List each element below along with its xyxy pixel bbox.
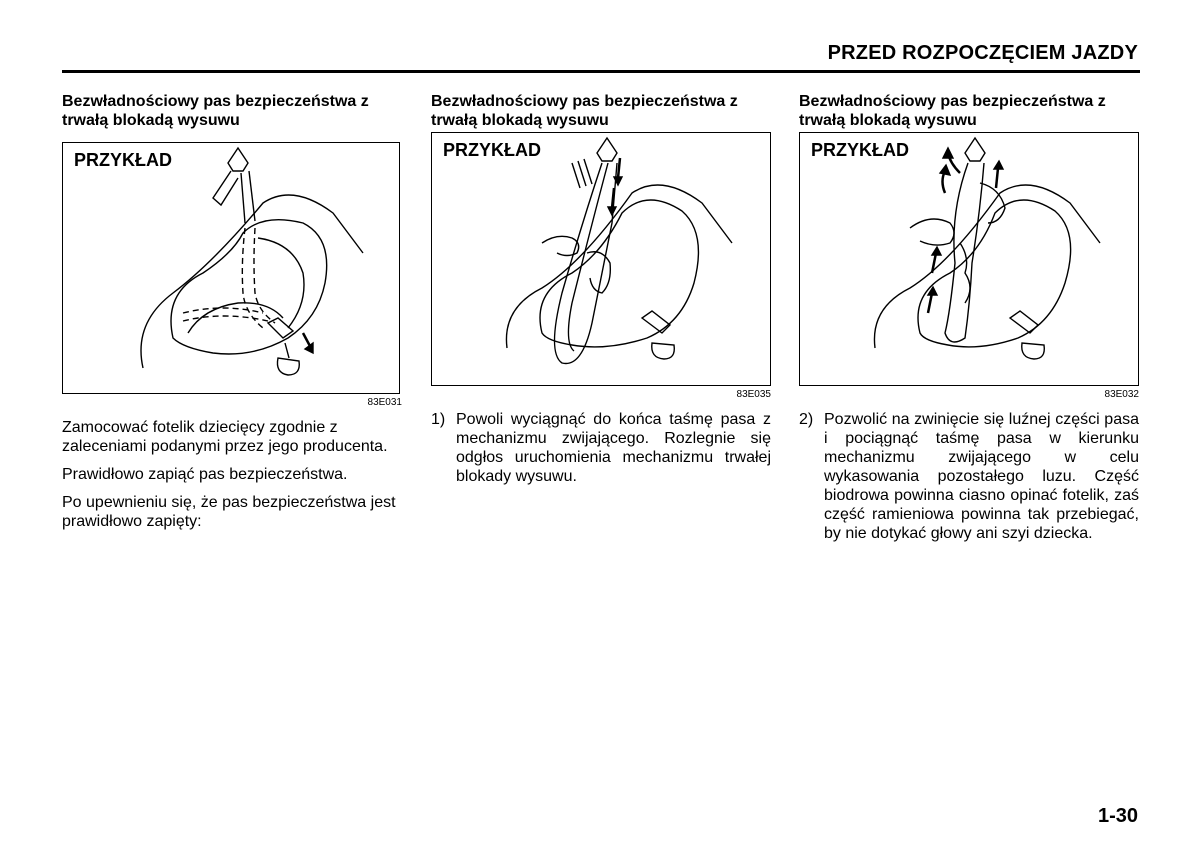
instruction-step [431, 410, 771, 486]
paragraph: Zamocować fotelik dziecięcy zgodnie z zaleceniami podanymi przez jego producenta. [62, 419, 388, 455]
figure-code: 83E031 [367, 397, 402, 408]
figure-label: PRZYKŁAD [74, 150, 172, 170]
child-seat-drawing [63, 143, 399, 393]
figure-label: PRZYKŁAD [443, 140, 541, 160]
illustration-pull-belt-out [431, 132, 771, 386]
header-rule [62, 70, 1140, 73]
illustration-seat-belt-buckled [62, 142, 400, 394]
pull-belt-drawing [432, 133, 770, 385]
step-text: Pozwolić na zwinięcie się luźnej części pasa i pociągnąć taśmę pasa w kierunku mechanizmu zwijającego w celu wykasowania pozostałego luzu. Część biodrowa powinna ciasno opinać fotelik, zaś część ramieniowa powinna tak przebiegać, by nie dotykać głowy ani szyi dziecka. [824, 411, 1139, 542]
page-header-title: PRZED ROZPOCZĘCIEM JAZDY [827, 42, 1138, 64]
instruction-step [799, 410, 1139, 543]
page-number: 1-30 [1097, 805, 1138, 827]
paragraph: Po upewnieniu się, że pas bezpieczeństwa jest prawidłowo zapięty: [62, 494, 396, 530]
step-number: 1) [431, 411, 446, 428]
column-3 [799, 92, 1139, 543]
step-text: Powoli wyciągnąć do końca taśmę pasa z mechanizmu zwijającego. Rozlegnie się odgłos uruchomienia mechanizmu trwałej blokady wysuwu. [456, 411, 771, 485]
paragraph: Prawidłowo zapiąć pas bezpieczeństwa. [62, 466, 348, 483]
illustration-retract-belt [799, 132, 1139, 386]
column-2 [431, 92, 771, 486]
column-1 [62, 92, 402, 531]
step-number: 2) [799, 411, 814, 428]
section-heading: Bezwładnościowy pas bezpieczeństwa z trwałą blokadą wysuwu [799, 93, 1106, 129]
figure-code: 83E032 [1104, 389, 1139, 400]
section-heading: Bezwładnościowy pas bezpieczeństwa z trwałą blokadą wysuwu [431, 93, 738, 129]
section-heading: Bezwładnościowy pas bezpieczeństwa z trwałą blokadą wysuwu [62, 93, 369, 129]
figure-code: 83E035 [736, 389, 771, 400]
retract-belt-drawing [800, 133, 1138, 385]
figure-label: PRZYKŁAD [811, 140, 909, 160]
